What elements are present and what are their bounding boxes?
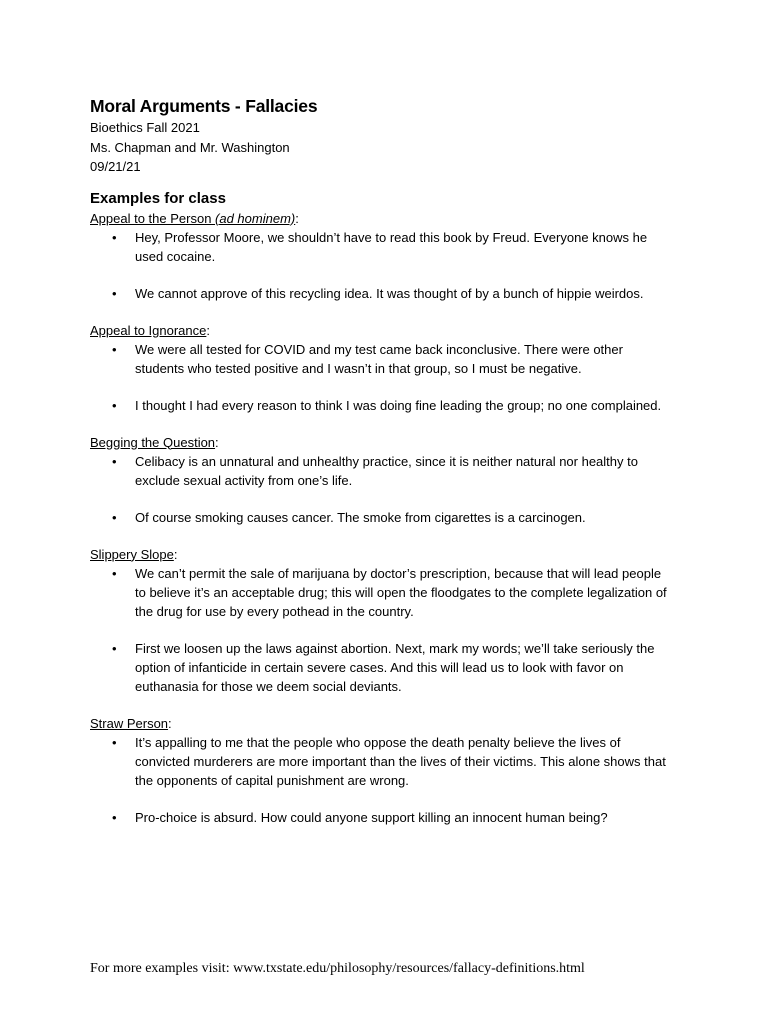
example-list: [90, 228, 690, 303]
section-label: [90, 321, 690, 340]
example-item: • We can’t permit the sale of marijuana by doctor’s prescription, because that will lead people to believe it’s an acceptable drug; this will open the floodgates to the complete legalization of the drug for use by every pothead in the country.: [135, 564, 675, 621]
fallacy-section: [90, 545, 690, 696]
fallacy-section: [90, 433, 690, 527]
section-label-colon: :: [295, 210, 299, 226]
section-label: [90, 714, 690, 733]
fallacy-section: [90, 714, 690, 827]
section-label-text: [90, 211, 295, 226]
example-item: • We were all tested for COVID and my test came back inconclusive. There were other students who tested positive and I wasn’t in that group, so I must be negative.: [135, 340, 675, 378]
section-label-main: Begging the Question: [90, 434, 216, 450]
section-label-text: [90, 547, 174, 562]
example-item: • It’s appalling to me that the people who oppose the death penalty believe the lives of convicted murderers are more important than the lives of their victims. This alone shows that the opponents of capital punishment are wrong.: [135, 733, 675, 790]
section-label-main: Appeal to the Person: [90, 210, 216, 226]
fallacy-section: [90, 209, 690, 303]
document-body: [90, 94, 690, 845]
examples-heading: Examples for class: [90, 189, 226, 207]
section-label-text: [90, 435, 215, 450]
example-item: • Hey, Professor Moore, we shouldn’t have to read this book by Freud. Everyone knows he used cocaine.: [135, 228, 675, 266]
section-label-main: Slippery Slope: [90, 546, 174, 562]
section-label-text: [90, 323, 206, 338]
example-item: • We cannot approve of this recycling idea. It was thought of by a bunch of hippie weirdos.: [135, 284, 675, 303]
section-label-italic: (ad hominem): [215, 210, 296, 226]
example-list: [90, 733, 690, 827]
section-label: [90, 433, 690, 452]
example-item: • I thought I had every reason to think I was doing fine leading the group; no one complained.: [135, 396, 675, 415]
example-item: • First we loosen up the laws against abortion. Next, mark my words; we’ll take seriously the option of infanticide in certain severe cases. And this will lead us to look with favor on euthanasia for those we deem social deviants.: [135, 639, 675, 696]
fallacy-section: [90, 321, 690, 415]
section-label-text: [90, 716, 168, 731]
example-list: [90, 564, 690, 696]
section-label-main: Appeal to Ignorance: [90, 322, 207, 338]
example-item: • Celibacy is an unnatural and unhealthy practice, since it is neither natural nor healthy to exclude sexual activity from one’s life.: [135, 452, 675, 490]
section-label: [90, 545, 690, 564]
section-label: [90, 209, 690, 228]
example-item: • Of course smoking causes cancer. The smoke from cigarettes is a carcinogen.: [135, 508, 675, 527]
section-label-colon: :: [215, 434, 219, 450]
example-list: [90, 340, 690, 415]
document-date: 09/21/21: [90, 159, 141, 174]
document-title: Moral Arguments - Fallacies: [90, 96, 318, 116]
example-list: [90, 452, 690, 527]
footer-note: For more examples visit: www.txstate.edu/philosophy/resources/fallacy-definitions.html: [90, 961, 585, 976]
course-name: Bioethics Fall 2021: [90, 120, 200, 135]
section-label-colon: :: [173, 546, 178, 562]
section-label-colon: :: [206, 322, 210, 338]
teacher-names: Ms. Chapman and Mr. Washington: [90, 139, 290, 155]
section-label-colon: :: [168, 715, 172, 731]
section-label-main: Straw Person: [90, 715, 169, 731]
fallacy-sections: [90, 209, 690, 827]
example-item: • Pro-choice is absurd. How could anyone support killing an innocent human being?: [135, 808, 675, 827]
